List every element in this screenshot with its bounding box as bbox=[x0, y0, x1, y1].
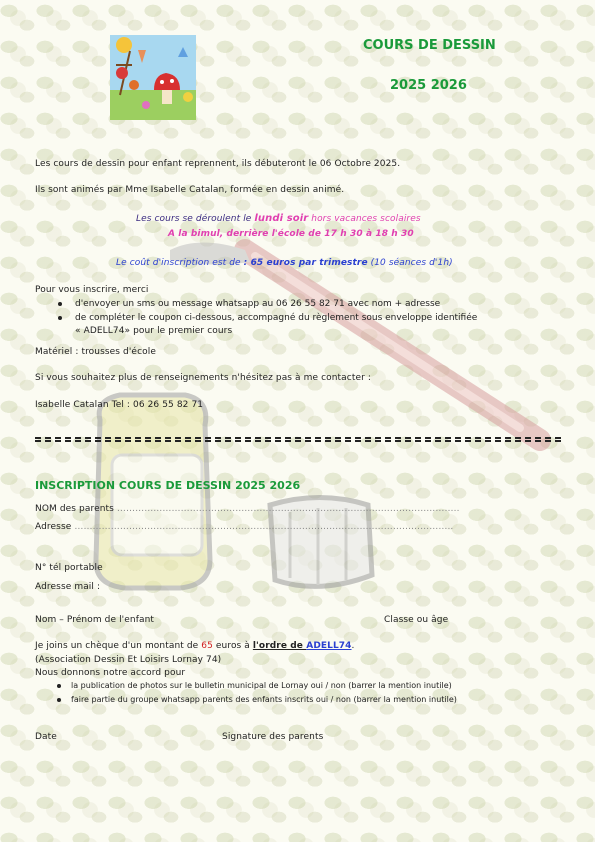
contact-signature: Isabelle Catalan Tel : 06 26 55 82 71 bbox=[35, 400, 204, 410]
cheque-name: ADELL74 bbox=[306, 641, 352, 651]
address-dots: …………………………………………………………………………………………………………….. bbox=[74, 522, 454, 532]
cost-amount: : 65 euros par trimestre bbox=[243, 258, 368, 268]
cheque-line bbox=[35, 641, 355, 651]
email-field[interactable]: Adresse mail : bbox=[35, 582, 101, 592]
schedule-pre: Les cours se déroulent le bbox=[136, 214, 255, 224]
cheque-pre: Je joins un chèque d'un montant de bbox=[35, 641, 202, 651]
list-item: la publication de photos sur le bulletin municipal de Lornay oui / non (barrer la mention inutile) bbox=[35, 679, 457, 693]
intro-line-1: Les cours de dessin pour enfant reprennent, ils débuteront le 06 Octobre 2025. bbox=[35, 159, 401, 169]
cost-pre: Le coût d'inscription est de bbox=[116, 258, 244, 268]
schedule-place: A la bimul, derrière l'école de 17 h 30 à 18 h 30 bbox=[168, 229, 414, 239]
address-label: Adresse bbox=[35, 522, 72, 532]
cheque-mid: euros à bbox=[212, 641, 253, 651]
parents-name-label: NOM des parents bbox=[35, 504, 114, 514]
cost-line bbox=[116, 258, 453, 268]
page-title: COURS DE DESSIN bbox=[363, 38, 496, 53]
parents-name-field[interactable] bbox=[35, 504, 460, 514]
school-year: 2025 2026 bbox=[390, 78, 467, 93]
schedule-line bbox=[136, 213, 421, 224]
list-item: faire partie du groupe whatsapp parents des enfants inscrits oui / non (barrer la mention inutile) bbox=[35, 693, 457, 707]
address-field[interactable] bbox=[35, 522, 453, 532]
cheque-amount: 65 bbox=[201, 641, 213, 651]
accord-list bbox=[35, 679, 457, 707]
materiel-line: Matériel : trousses d'école bbox=[35, 347, 156, 357]
list-item: de compléter le coupon ci-dessous, accompagné du règlement sous enveloppe identifiée bbox=[35, 311, 477, 325]
contact-line: Si vous souhaitez plus de renseignements n'hésitez pas à me contacter : bbox=[35, 373, 372, 383]
intro-line-2: Ils sont animés par Mme Isabelle Catalan, formée en dessin animé. bbox=[35, 185, 345, 195]
schedule-day: lundi soir bbox=[254, 213, 309, 224]
register-intro: Pour vous inscrire, merci bbox=[35, 285, 149, 295]
register-continuation: « ADELL74» pour le premier cours bbox=[75, 326, 233, 336]
cut-line bbox=[35, 437, 561, 439]
cheque-order: l'ordre de bbox=[252, 641, 307, 651]
list-item: d'envoyer un sms ou message whatsapp au 06 26 55 82 71 avec nom + adresse bbox=[35, 297, 477, 311]
signature-field[interactable]: Signature des parents bbox=[222, 732, 324, 742]
association-name: (Association Dessin Et Loisirs Lornay 74) bbox=[35, 655, 222, 665]
cut-line-2 bbox=[35, 440, 561, 442]
class-age-field[interactable]: Classe ou âge bbox=[384, 615, 449, 625]
cheque-end: . bbox=[351, 641, 355, 651]
form-title: INSCRIPTION COURS DE DESSIN 2025 2026 bbox=[35, 479, 301, 492]
cost-post: (10 séances d'1h) bbox=[367, 258, 453, 268]
children-drawing-image bbox=[110, 35, 196, 120]
child-name-field[interactable]: Nom – Prénom de l'enfant bbox=[35, 615, 155, 625]
date-field[interactable]: Date bbox=[35, 732, 57, 742]
accord-intro: Nous donnons notre accord pour bbox=[35, 668, 186, 678]
register-list bbox=[35, 297, 477, 325]
parents-name-dots: ………………………………………………………………………………………………….. bbox=[116, 504, 460, 514]
phone-field[interactable]: N° tél portable bbox=[35, 563, 103, 573]
schedule-post: hors vacances scolaires bbox=[308, 214, 421, 224]
